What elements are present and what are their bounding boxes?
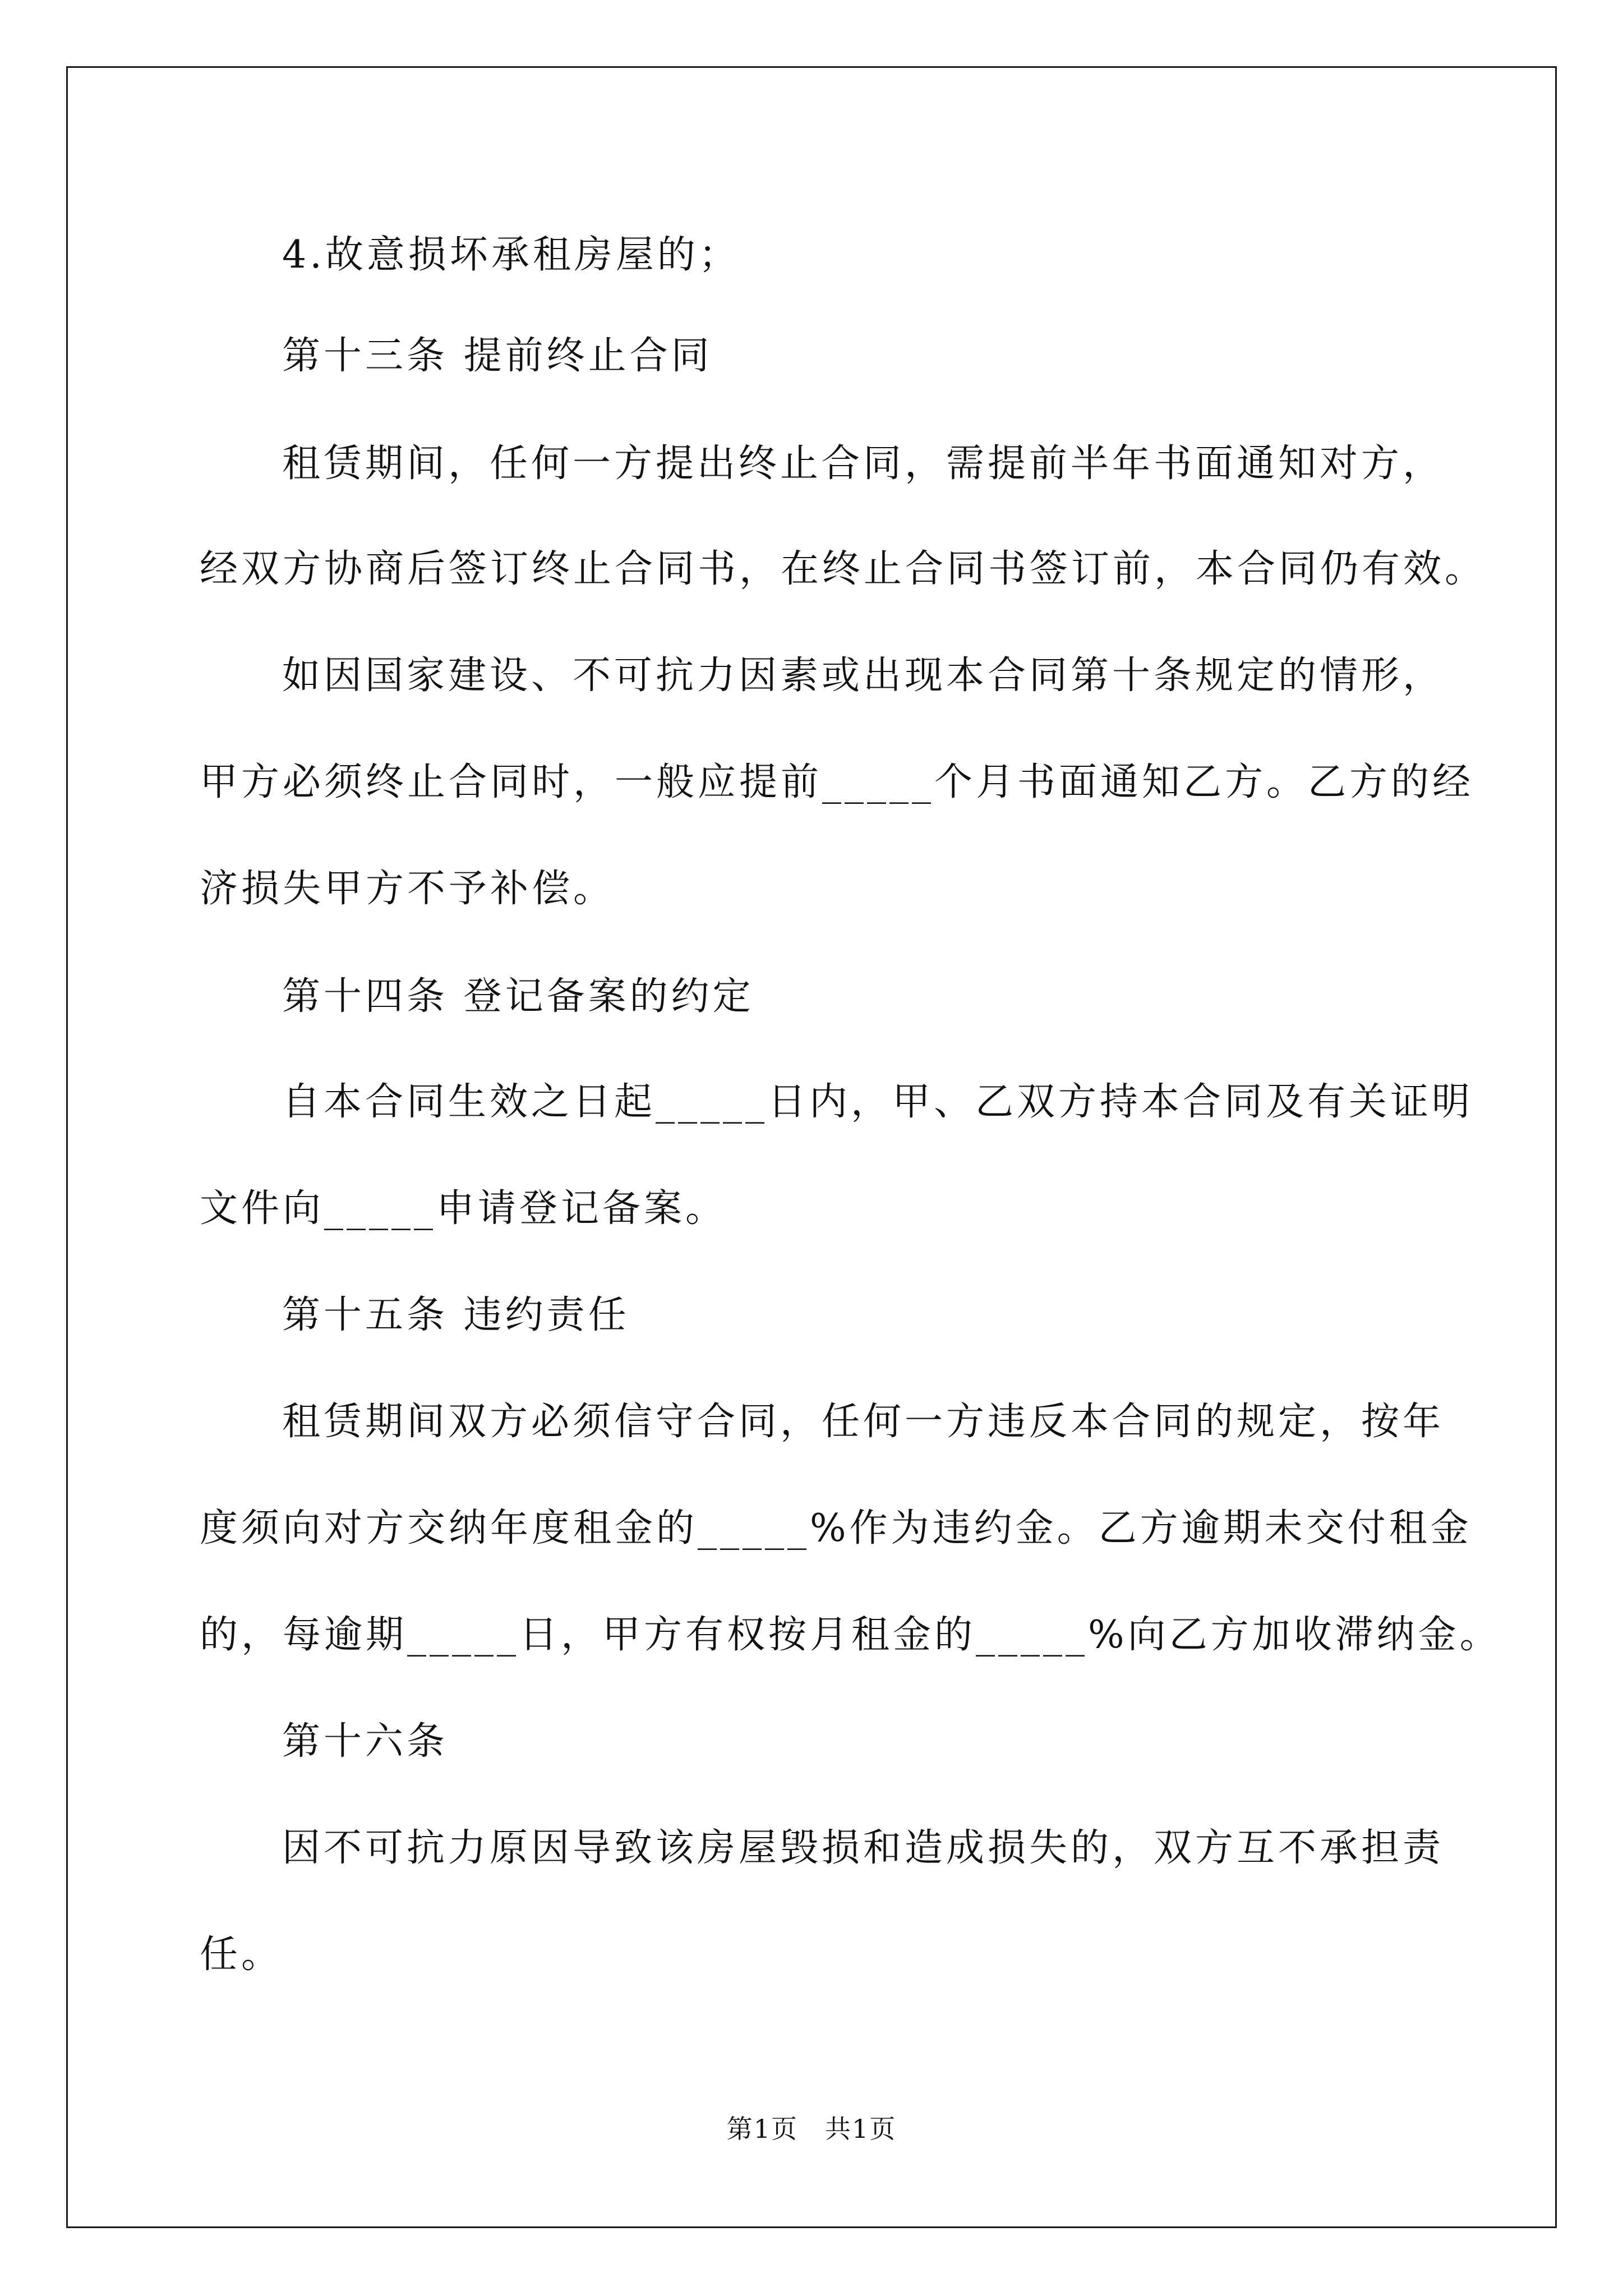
paragraph-line: 自本合同生效之日起_____日内，甲、乙双方持本合同及有关证明 bbox=[282, 1080, 1474, 1124]
paragraph-line: 甲方必须终止合同时，一般应提前_____个月书面通知乙方。乙方的经 bbox=[200, 760, 1474, 804]
article-14-heading: 第十四条 登记备案的约定 bbox=[282, 974, 754, 1019]
paragraph-line: 度须向对方交纳年度租金的_____%作为违约金。乙方逾期未交付租金 bbox=[200, 1506, 1472, 1550]
article-15-heading: 第十五条 违约责任 bbox=[282, 1293, 630, 1337]
paragraph-line: 因不可抗力原因导致该房屋毁损和造成损失的，双方互不承担责 bbox=[282, 1826, 1445, 1870]
paragraph-line: 如因国家建设、不可抗力因素或出现本合同第十条规定的情形， bbox=[282, 654, 1445, 698]
page-footer bbox=[0, 2112, 1623, 2146]
paragraph-line: 经双方协商后签订终止合同书，在终止合同书签订前，本合同仍有效。 bbox=[200, 547, 1487, 591]
paragraph-line: 任。 bbox=[200, 1932, 283, 1977]
page-border bbox=[66, 66, 1557, 2228]
paragraph-line: 的，每逾期_____日，甲方有权按月租金的_____%向乙方加收滞纳金。 bbox=[200, 1613, 1501, 1657]
paragraph-line: 文件向_____申请登记备案。 bbox=[200, 1186, 727, 1231]
paragraph-line: 租赁期间，任何一方提出终止合同，需提前半年书面通知对方， bbox=[282, 441, 1445, 486]
paragraph-line: 租赁期间双方必须信守合同，任何一方违反本合同的规定，按年 bbox=[282, 1400, 1445, 1444]
article-13-heading: 第十三条 提前终止合同 bbox=[282, 334, 713, 378]
page-number: 第1页 bbox=[726, 2114, 798, 2144]
paragraph-line: 济损失甲方不予补偿。 bbox=[200, 867, 615, 911]
page-total: 共1页 bbox=[825, 2114, 897, 2144]
article-16-heading: 第十六条 bbox=[282, 1719, 449, 1764]
list-item-4: 4.故意损坏承租房屋的； bbox=[282, 233, 740, 277]
